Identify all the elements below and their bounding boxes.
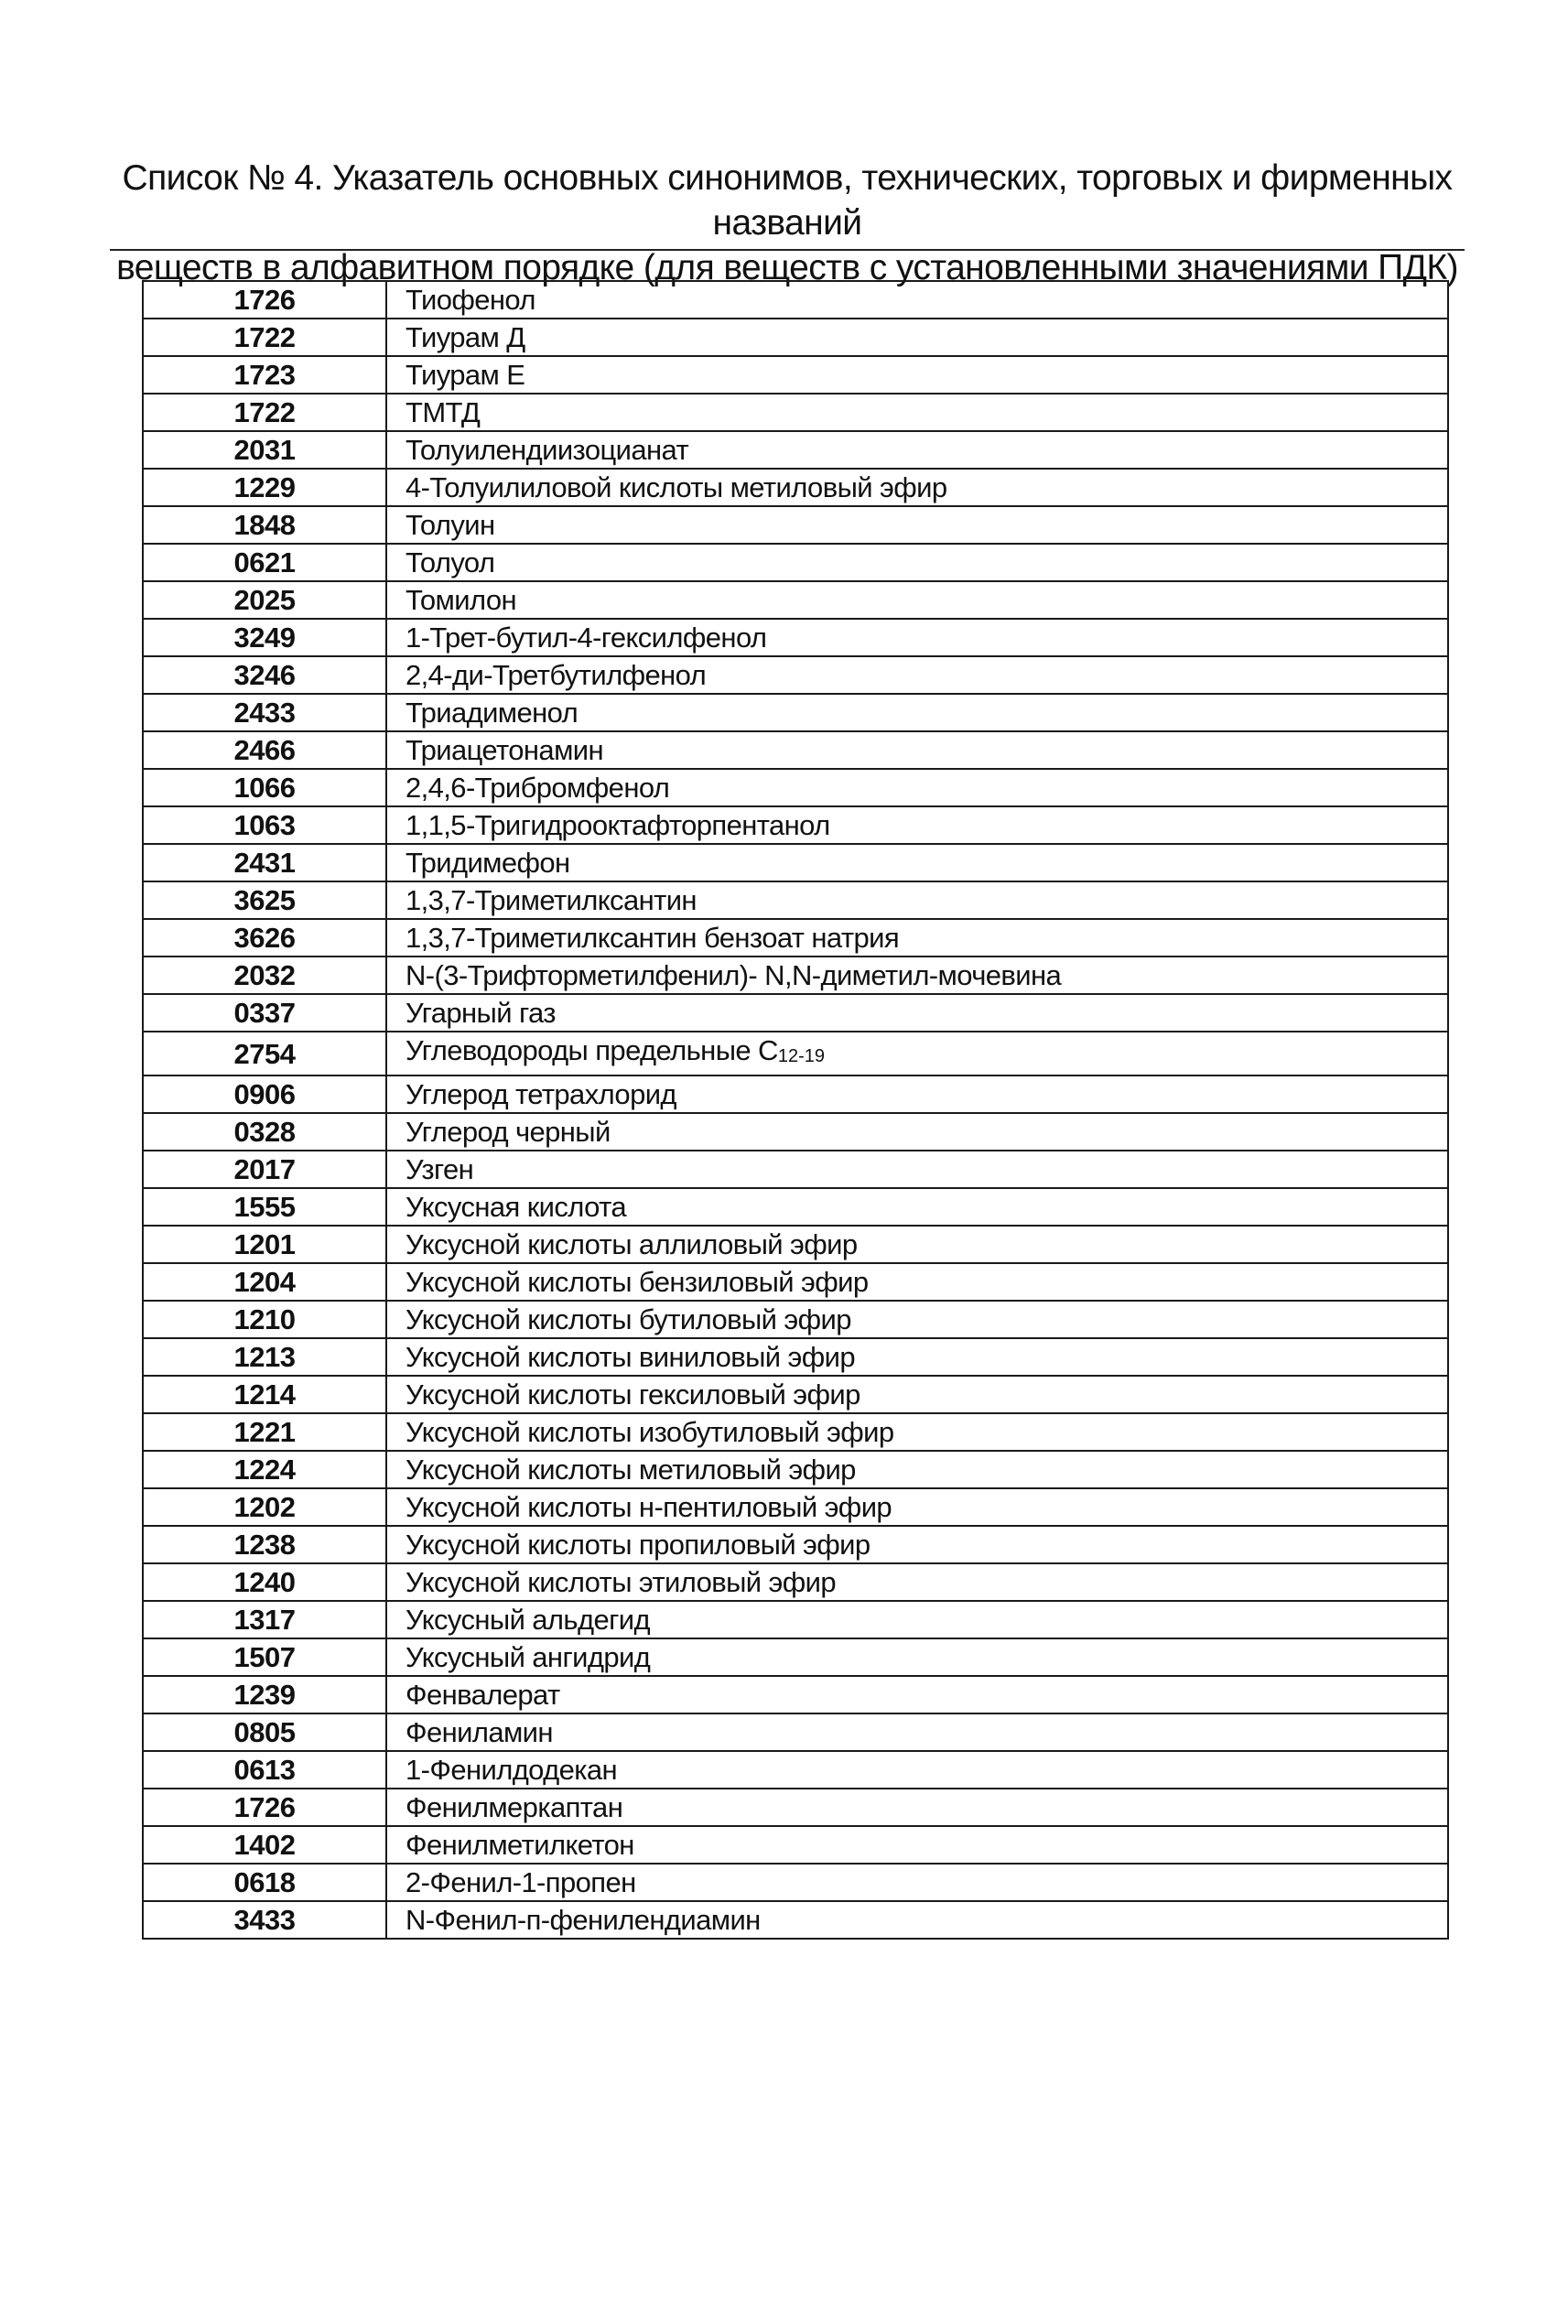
substance-name-text: Фенилмеркаптан: [406, 1791, 623, 1823]
table-row: [143, 319, 1448, 356]
table-row: [143, 431, 1448, 469]
substance-code-cell: 2017: [143, 1151, 386, 1188]
substance-name-text: Углеводороды предельные С: [406, 1034, 778, 1066]
page-title: [110, 156, 1465, 290]
table-row: [143, 281, 1448, 319]
substance-name-cell: [386, 1488, 1448, 1526]
table-row: [143, 656, 1448, 694]
substance-code-cell: 1202: [143, 1488, 386, 1526]
substance-name-cell: [386, 919, 1448, 957]
substance-name-cell: [386, 1263, 1448, 1301]
substance-name-cell: [386, 394, 1448, 431]
substance-name-cell: [386, 506, 1448, 544]
substance-code-cell: 2754: [143, 1032, 386, 1076]
substance-code-cell: 3625: [143, 881, 386, 919]
substance-name-cell: [386, 806, 1448, 844]
table-row: [143, 1301, 1448, 1338]
table-row: [143, 1676, 1448, 1713]
table-row: [143, 1826, 1448, 1864]
page-title-line-2: веществ в алфавитном порядке (для веществ с установленными значениями ПДК): [116, 248, 1458, 287]
substance-name-text: Уксусной кислоты аллиловый эфир: [406, 1228, 858, 1260]
substance-code-cell: 1229: [143, 469, 386, 506]
substance-name-cell: [386, 844, 1448, 881]
substance-name-cell: [386, 1526, 1448, 1563]
substance-name-cell: [386, 957, 1448, 994]
substance-name-cell: [386, 431, 1448, 469]
substance-code-cell: 1402: [143, 1826, 386, 1864]
substance-name-text: Уксусной кислоты бензиловый эфир: [406, 1266, 869, 1298]
substance-name-text: Уксусной кислоты этиловый эфир: [406, 1566, 837, 1598]
substance-name-cell: [386, 1113, 1448, 1151]
substance-code-cell: 1063: [143, 806, 386, 844]
table-row: [143, 1413, 1448, 1451]
substance-name-text: Уксусной кислоты гексиловый эфир: [406, 1378, 860, 1411]
substance-name-text: N-(3-Трифторметилфенил)- N,N-диметил-мочевина: [406, 959, 1062, 991]
table-row: [143, 1188, 1448, 1226]
substance-name-text: Уксусный альдегид: [406, 1604, 651, 1636]
substance-name-cell: [386, 1751, 1448, 1789]
substance-name-text: Углерод тетрахлорид: [406, 1078, 676, 1110]
substance-code-cell: 1722: [143, 394, 386, 431]
table-row: [143, 1032, 1448, 1076]
substance-name-cell: [386, 319, 1448, 356]
substance-name-text: Уксусный ангидрид: [406, 1641, 651, 1673]
substance-code-cell: 0613: [143, 1751, 386, 1789]
substance-name-cell: [386, 1826, 1448, 1864]
substance-code-cell: 1221: [143, 1413, 386, 1451]
substance-code-cell: 1210: [143, 1301, 386, 1338]
substance-name-cell: [386, 619, 1448, 656]
substance-name-cell: [386, 694, 1448, 731]
substance-name-cell: [386, 1601, 1448, 1638]
table-row: [143, 581, 1448, 619]
substance-name-text: Фенилметилкетон: [406, 1829, 634, 1861]
substance-code-cell: 1726: [143, 1789, 386, 1826]
substance-name-text: Уксусной кислоты пропиловый эфир: [406, 1529, 871, 1561]
table-row: [143, 806, 1448, 844]
substance-code-cell: 2466: [143, 731, 386, 769]
substance-code-cell: 3433: [143, 1901, 386, 1939]
substance-name-text: Толуин: [406, 509, 495, 541]
substance-name-cell: [386, 1676, 1448, 1713]
substance-name-cell: [386, 1864, 1448, 1901]
substance-name-text: Узген: [406, 1153, 474, 1185]
substance-name-text: 2,4-ди-Третбутилфенол: [406, 659, 707, 691]
substance-name-text: 1,3,7-Триметилксантин бензоат натрия: [406, 922, 900, 954]
substance-name-cell: [386, 469, 1448, 506]
substance-name-text: Уксусной кислоты виниловый эфир: [406, 1341, 855, 1373]
substance-name-cell: [386, 281, 1448, 319]
substance-code-cell: 1848: [143, 506, 386, 544]
substance-code-cell: 1239: [143, 1676, 386, 1713]
table-row: [143, 1113, 1448, 1151]
table-body: [143, 281, 1448, 1939]
substance-name-cell: [386, 1188, 1448, 1226]
substance-code-cell: 0337: [143, 994, 386, 1032]
substance-code-cell: 1066: [143, 769, 386, 806]
substance-name-text: ТМТД: [406, 396, 481, 428]
substance-name-cell: [386, 1789, 1448, 1826]
title-divider: [110, 249, 1465, 251]
substance-name-cell: [386, 1338, 1448, 1376]
substance-name-cell: [386, 1638, 1448, 1676]
substance-name-cell: [386, 1451, 1448, 1488]
page-title-line-1: Список № 4. Указатель основных синонимов, технических, торговых и фирменных названий: [122, 158, 1453, 243]
table-row: [143, 731, 1448, 769]
substance-name-cell: [386, 656, 1448, 694]
substance-name-cell: [386, 769, 1448, 806]
table-row: [143, 1789, 1448, 1826]
substance-name-cell: [386, 1032, 1448, 1076]
table-row: [143, 1563, 1448, 1601]
table-row: [143, 1263, 1448, 1301]
substance-name-cell: [386, 1901, 1448, 1939]
substance-name-cell: [386, 1301, 1448, 1338]
substance-code-cell: 0805: [143, 1713, 386, 1751]
table-row: [143, 1601, 1448, 1638]
table-row: [143, 1901, 1448, 1939]
table-row: [143, 619, 1448, 656]
table-row: [143, 1226, 1448, 1263]
substance-code-cell: 1723: [143, 356, 386, 394]
substance-name-text: Уксусной кислоты бутиловый эфир: [406, 1303, 851, 1335]
substance-name-cell: [386, 544, 1448, 581]
table-row: [143, 1713, 1448, 1751]
substance-code-cell: 1201: [143, 1226, 386, 1263]
table-row: [143, 1638, 1448, 1676]
substance-code-cell: 0906: [143, 1076, 386, 1113]
substance-name-text: Углерод черный: [406, 1116, 611, 1148]
table-row: [143, 1451, 1448, 1488]
substance-name-cell: [386, 994, 1448, 1032]
table-row: [143, 1751, 1448, 1789]
substance-name-subscript: 12-19: [777, 1046, 825, 1066]
substance-name-text: N-Фенил-п-фенилендиамин: [406, 1904, 761, 1936]
substance-name-text: 2,4,6-Трибромфенол: [406, 772, 670, 804]
substance-name-text: 2-Фенил-1-пропен: [406, 1866, 636, 1898]
substance-code-cell: 2032: [143, 957, 386, 994]
substance-code-cell: 3246: [143, 656, 386, 694]
table-row: [143, 1076, 1448, 1113]
table-row: [143, 1488, 1448, 1526]
substance-name-text: 1-Фенилдодекан: [406, 1754, 618, 1786]
substance-name-cell: [386, 1376, 1448, 1413]
substance-name-text: Тиурам Е: [406, 359, 525, 391]
substance-name-cell: [386, 356, 1448, 394]
substance-name-text: Томилон: [406, 584, 516, 616]
substance-code-cell: 0618: [143, 1864, 386, 1901]
substance-name-text: Уксусной кислоты метиловый эфир: [406, 1454, 856, 1486]
table-row: [143, 957, 1448, 994]
substance-code-cell: 0621: [143, 544, 386, 581]
substance-code-cell: 1507: [143, 1638, 386, 1676]
substance-code-cell: 2025: [143, 581, 386, 619]
substance-code-cell: 1722: [143, 319, 386, 356]
substance-name-text: Триацетонамин: [406, 734, 604, 766]
substance-name-text: Фениламин: [406, 1716, 553, 1748]
table-row: [143, 994, 1448, 1032]
synonym-index-table: [142, 280, 1449, 1940]
substance-name-text: Уксусной кислоты н-пентиловый эфир: [406, 1491, 892, 1523]
substance-code-cell: 2031: [143, 431, 386, 469]
table-row: [143, 544, 1448, 581]
substance-name-cell: [386, 731, 1448, 769]
table-row: [143, 1526, 1448, 1563]
substance-code-cell: 1224: [143, 1451, 386, 1488]
table-row: [143, 1376, 1448, 1413]
table-row: [143, 769, 1448, 806]
substance-code-cell: 1317: [143, 1601, 386, 1638]
substance-code-cell: 1555: [143, 1188, 386, 1226]
substance-name-cell: [386, 1713, 1448, 1751]
substance-name-cell: [386, 581, 1448, 619]
substance-name-text: Тиофенол: [406, 284, 535, 316]
substance-name-cell: [386, 1151, 1448, 1188]
substance-name-cell: [386, 1076, 1448, 1113]
table-row: [143, 469, 1448, 506]
substance-name-text: 1,3,7-Триметилксантин: [406, 884, 697, 916]
table-row: [143, 1864, 1448, 1901]
substance-name-cell: [386, 1226, 1448, 1263]
table-row: [143, 506, 1448, 544]
table-row: [143, 694, 1448, 731]
substance-name-text: Толуол: [406, 546, 495, 578]
table-row: [143, 881, 1448, 919]
substance-code-cell: 0328: [143, 1113, 386, 1151]
substance-name-text: Тиурам Д: [406, 321, 525, 353]
substance-code-cell: 1204: [143, 1263, 386, 1301]
table-row: [143, 1151, 1448, 1188]
substance-name-text: Уксусная кислота: [406, 1191, 626, 1223]
table-row: [143, 394, 1448, 431]
substance-name-cell: [386, 1413, 1448, 1451]
substance-code-cell: 3249: [143, 619, 386, 656]
substance-code-cell: 1238: [143, 1526, 386, 1563]
substance-name-cell: [386, 881, 1448, 919]
substance-name-text: 4-Толуилиловой кислоты метиловый эфир: [406, 471, 947, 503]
substance-code-cell: 2431: [143, 844, 386, 881]
table-row: [143, 919, 1448, 957]
substance-name-text: 1-Трет-бутил-4-гексилфенол: [406, 622, 767, 654]
table-row: [143, 844, 1448, 881]
substance-code-cell: 3626: [143, 919, 386, 957]
substance-name-text: Фенвалерат: [406, 1679, 560, 1711]
substance-name-cell: [386, 1563, 1448, 1601]
substance-name-text: Уксусной кислоты изобутиловый эфир: [406, 1416, 894, 1448]
table-row: [143, 356, 1448, 394]
substance-name-text: Триадименол: [406, 697, 579, 729]
substance-name-text: Толуилендиизоцианат: [406, 434, 689, 466]
substance-name-text: Тридимефон: [406, 847, 570, 879]
substance-code-cell: 1213: [143, 1338, 386, 1376]
substance-name-text: Угарный газ: [406, 997, 556, 1029]
substance-code-cell: 1214: [143, 1376, 386, 1413]
substance-code-cell: 1726: [143, 281, 386, 319]
table-row: [143, 1338, 1448, 1376]
substance-code-cell: 1240: [143, 1563, 386, 1601]
substance-name-text: 1,1,5-Тригидрооктафторпентанол: [406, 809, 830, 841]
substance-code-cell: 2433: [143, 694, 386, 731]
